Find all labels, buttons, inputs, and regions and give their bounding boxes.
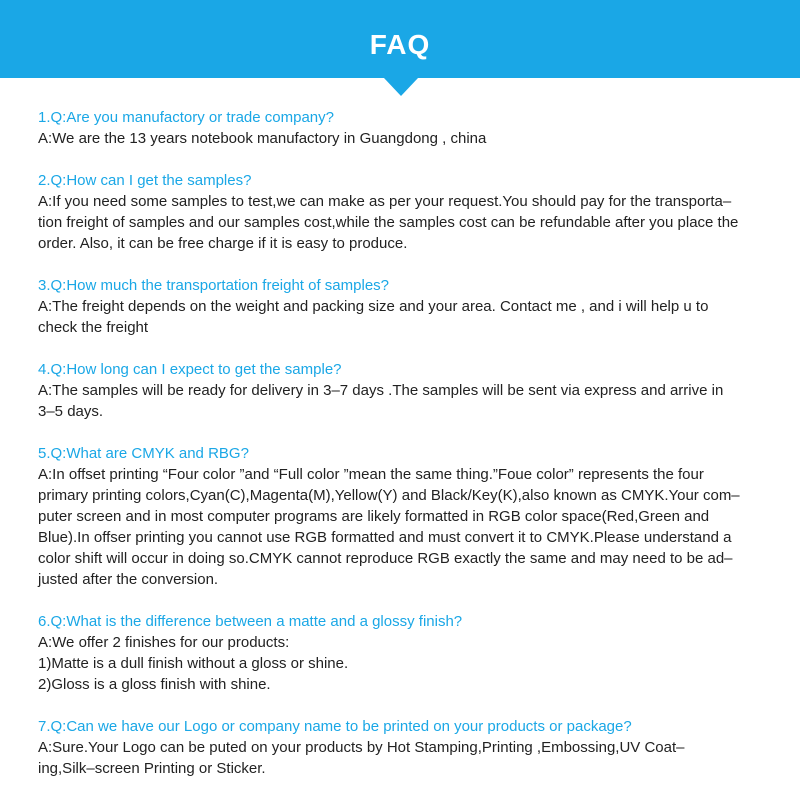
faq-question: 5.Q:What are CMYK and RBG? <box>38 445 249 462</box>
faq-item-1 <box>38 107 768 149</box>
faq-answer-line: primary printing colors,Cyan(C),Magenta(M),Yellow(Y) and Black/Key(K),also known as CMYK.Your com– <box>38 487 740 504</box>
faq-answer-line: A:If you need some samples to test,we can make as per your request.You should pay for the transporta– <box>38 193 732 210</box>
faq-answer-line: color shift will occur in doing so.CMYK cannot reproduce RGB exactly the same and may need to be ad– <box>38 550 733 567</box>
faq-answer-line: A:We are the 13 years notebook manufactory in Guangdong , china <box>38 130 487 147</box>
page-title: FAQ <box>369 29 431 60</box>
faq-item-7 <box>38 716 768 779</box>
faq-question: 4.Q:How long can I expect to get the sample? <box>38 361 342 378</box>
faq-item-6 <box>38 611 768 695</box>
faq-question: 7.Q:Can we have our Logo or company name to be printed on your products or package? <box>38 718 632 735</box>
faq-answer-line: 3–5 days. <box>38 403 104 420</box>
faq-item-5 <box>38 443 768 590</box>
faq-answer-line: check the freight <box>38 319 149 336</box>
faq-answer-line: tion freight of samples and our samples cost,while the samples cost can be refundable after you place the <box>38 214 739 231</box>
faq-answer-line: A:The freight depends on the weight and packing size and your area. Contact me , and i will help u to <box>38 298 709 315</box>
faq-question: 2.Q:How can I get the samples? <box>38 172 252 189</box>
faq-question: 6.Q:What is the difference between a matte and a glossy finish? <box>38 613 463 630</box>
faq-answer-line: A:In offset printing “Four color ”and “Full color ”mean the same thing.”Foue color” represents the four <box>38 466 704 483</box>
faq-answer-line: ing,Silk–screen Printing or Sticker. <box>38 760 266 777</box>
faq-list <box>38 107 768 800</box>
faq-answer-line: puter screen and in most computer programs are likely formatted in RGB color space(Red,Green and <box>38 508 710 525</box>
faq-answer-line: A:The samples will be ready for delivery in 3–7 days .The samples will be sent via express and arrive in <box>38 382 724 399</box>
faq-question: 3.Q:How much the transportation freight of samples? <box>38 277 390 294</box>
faq-answer-line: A:Sure.Your Logo can be puted on your products by Hot Stamping,Printing ,Embossing,UV Coat– <box>38 739 685 756</box>
faq-answer-line: 1)Matte is a dull finish without a gloss or shine. <box>38 655 349 672</box>
faq-item-3 <box>38 275 768 338</box>
faq-answer-line: order. Also, it can be free charge if it is easy to produce. <box>38 235 408 252</box>
faq-answer-line: justed after the conversion. <box>38 571 219 588</box>
faq-answer-line: 2)Gloss is a gloss finish with shine. <box>38 676 271 693</box>
faq-item-2 <box>38 170 768 254</box>
faq-question: 1.Q:Are you manufactory or trade company? <box>38 109 334 126</box>
faq-answer-line: Blue).In offser printing you cannot use RGB formatted and must convert it to CMYK.Please understand a <box>38 529 732 546</box>
faq-item-4 <box>38 359 768 422</box>
faq-answer-line: A:We offer 2 finishes for our products: <box>38 634 290 651</box>
